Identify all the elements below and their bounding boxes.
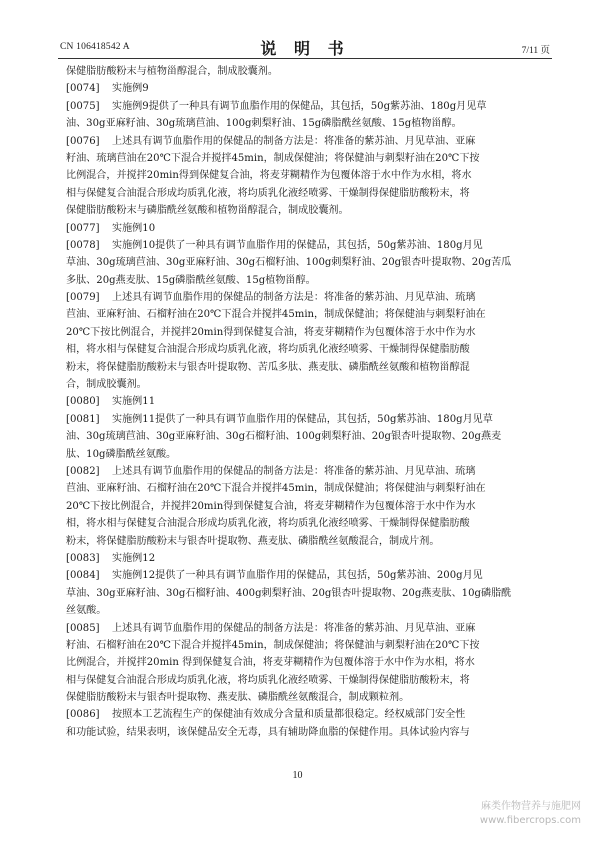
- document-title: 说 明 书: [260, 39, 350, 58]
- line-text: 保健脂肪酸粉末与银杏叶提取物、燕麦肽、磷脂酰丝氨酸混合，制成颗粒剂。: [66, 692, 410, 704]
- line-text: 比例混合，并搅拌20min得到保健复合油，将麦芽糊精作为包覆体溶于水中作为水相，将水: [66, 170, 472, 182]
- text-line: [66, 567, 538, 584]
- paragraph-number: [0084]: [66, 570, 100, 582]
- text-line: [66, 602, 538, 619]
- text-line: [66, 393, 538, 410]
- line-text: 上述具有调节血脂作用的保健品的制备方法是：将准备的紫苏油、月见草油、亚麻: [112, 135, 476, 147]
- text-line: [66, 550, 538, 567]
- line-text: 相，将水相与保健复合油混合形成均质乳化液，将均质乳化液经喷雾、干燥制得保健脂肪酸: [66, 344, 470, 356]
- text-line: [66, 272, 538, 289]
- line-text: 实施例12: [112, 552, 156, 564]
- paragraph-number: [0085]: [66, 622, 100, 634]
- line-text: 上述具有调节血脂作用的保健品的制备方法是：将准备的紫苏油、月见草油、琉璃: [112, 465, 476, 477]
- line-text: 实施例12提供了一种具有调节血脂作用的保健品，其包括，50g紫苏油、200g月见: [112, 570, 483, 582]
- paragraph-number: [0078]: [66, 239, 100, 251]
- text-line: [66, 620, 538, 637]
- line-text: 粉末，将保健脂肪酸粉末与银杏叶提取物、苦瓜多肽、燕麦肽、磷脂酰丝氨酸和植物甾醇混: [66, 361, 470, 373]
- line-text: 实施例10提供了一种具有调节血脂作用的保健品，其包括，50g紫苏油、180g月见: [112, 239, 483, 251]
- text-line: [66, 706, 538, 723]
- line-text: 实施例9: [112, 83, 149, 95]
- line-text: 苣油、亚麻籽油、石榴籽油在20℃下混合并搅拌45min，制成保健油；将保健油与刺梨籽油在: [66, 309, 486, 321]
- text-line: [66, 63, 538, 80]
- text-line: [66, 672, 538, 689]
- text-line: [66, 133, 538, 150]
- watermark: [480, 800, 581, 828]
- text-line: [66, 480, 538, 497]
- watermark-site-name: 麻类作物营养与施肥网: [481, 801, 581, 812]
- page-header: [60, 38, 550, 58]
- paragraph-number: [0076]: [66, 135, 100, 147]
- paragraph-number: [0083]: [66, 552, 100, 564]
- line-text: 油、30g亚麻籽油、30g琉璃苣油、100g刺梨籽油、15g磷脂酰丝氨酸、15g植物甾醇。: [66, 118, 462, 130]
- text-line: [66, 98, 538, 115]
- paragraph-number: [0075]: [66, 100, 100, 112]
- paragraph-number: [0086]: [66, 709, 100, 721]
- page-counter: 7/11 页: [521, 46, 550, 56]
- line-text: 多肽、20g燕麦肽、15g磷脂酰丝氨酸、15g植物甾醇。: [66, 274, 316, 286]
- line-text: 油、30g琉璃苣油、30g亚麻籽油、30g石榴籽油、100g刺梨籽油、20g银杏叶提取物、20g燕麦: [66, 431, 502, 443]
- line-text: 上述具有调节血脂作用的保健品的制备方法是：将准备的紫苏油、月见草油、亚麻: [112, 622, 476, 634]
- text-line: [66, 428, 538, 445]
- line-text: 20℃下按比例混合，并搅拌20min得到保健复合油，将麦芽糊精作为包覆体溶于水中作为水: [66, 500, 476, 512]
- page-number: 10: [292, 770, 303, 781]
- paragraph-number: [0081]: [66, 413, 100, 425]
- text-line: [66, 220, 538, 237]
- header-rule: [58, 58, 552, 59]
- text-line: [66, 637, 538, 654]
- text-line: [66, 689, 538, 706]
- patent-number: CN 106418542 A: [60, 42, 130, 52]
- text-line: [66, 585, 538, 602]
- text-line: [66, 515, 538, 532]
- line-text: 相，将水相与保健复合油混合形成均质乳化液，将均质乳化液经喷雾、干燥制得保健脂肪酸: [66, 518, 470, 530]
- text-line: [66, 237, 538, 254]
- paragraph-number: [0077]: [66, 222, 100, 234]
- paragraph-number: [0080]: [66, 396, 100, 408]
- text-line: [66, 185, 538, 202]
- line-text: 粉末，将保健脂肪酸粉末与银杏叶提取物、燕麦肽、磷脂酰丝氨酸混合，制成片剂。: [66, 535, 440, 547]
- text-line: [66, 115, 538, 132]
- line-text: 保健脂肪酸粉末与磷脂酰丝氨酸和植物甾醇混合，制成胶囊剂。: [66, 205, 349, 217]
- line-text: 籽油、琉璃苣油在20℃下混合并搅拌45min，制成保健油；将保健油与刺梨籽油在20℃下按: [66, 152, 480, 164]
- line-text: 相与保健复合油混合形成均质乳化液，将均质乳化液经喷雾、干燥制得保健脂肪酸粉末，将: [66, 674, 470, 686]
- line-text: 20℃下按比例混合，并搅拌20min得到保健复合油，将麦芽糊精作为包覆体溶于水中作为水: [66, 326, 476, 338]
- text-line: [66, 289, 538, 306]
- line-text: 苣油、亚麻籽油、石榴籽油在20℃下混合并搅拌45min，制成保健油；将保健油与刺梨籽油在: [66, 483, 486, 495]
- line-text: 保健脂肪酸粉末与植物甾醇混合，制成胶囊剂。: [66, 66, 278, 77]
- text-line: [66, 80, 538, 97]
- text-line: [66, 306, 538, 323]
- document-body: [66, 63, 538, 741]
- line-text: 和功能试验，结果表明，该保健品安全无毒，具有辅助降血脂的保健作用。具体试验内容与: [66, 726, 470, 738]
- line-text: 肽、10g磷脂酰丝氨酸。: [66, 448, 177, 460]
- text-line: [66, 341, 538, 358]
- text-line: [66, 411, 538, 428]
- text-line: [66, 254, 538, 271]
- line-text: 比例混合，并搅拌20min 得到保健复合油，将麦芽糊精作为包覆体溶于水中作为水相，将水: [66, 657, 475, 669]
- text-line: [66, 202, 538, 219]
- line-text: 上述具有调节血脂作用的保健品的制备方法是：将准备的紫苏油、月见草油、琉璃: [112, 292, 476, 304]
- text-line: [66, 533, 538, 550]
- text-line: [66, 324, 538, 341]
- line-text: 丝氨酸。: [66, 605, 107, 617]
- text-line: [66, 498, 538, 515]
- text-line: [66, 150, 538, 167]
- line-text: 合，制成胶囊剂。: [66, 379, 147, 391]
- text-line: [66, 724, 538, 741]
- text-line: [66, 446, 538, 463]
- line-text: 草油、30g亚麻籽油、30g石榴籽油、400g刺梨籽油、20g银杏叶提取物、20g燕麦肽、10g磷脂酰: [66, 587, 512, 599]
- line-text: 实施例11提供了一种具有调节血脂作用的保健品，其包括，50g紫苏油、180g月见草: [112, 413, 493, 425]
- watermark-url: www.fibercrops.com: [479, 815, 581, 826]
- paragraph-number: [0082]: [66, 465, 100, 477]
- text-line: [66, 167, 538, 184]
- line-text: 实施例11: [112, 396, 156, 408]
- line-text: 实施例10: [112, 222, 156, 234]
- text-line: [66, 359, 538, 376]
- text-line: [66, 654, 538, 671]
- line-text: 草油、30g琉璃苣油、30g亚麻籽油、30g石榴籽油、100g刺梨籽油、20g银杏叶提取物、20g苦瓜: [66, 257, 512, 269]
- text-line: [66, 376, 538, 393]
- paragraph-number: [0074]: [66, 83, 100, 95]
- line-text: 实施例9提供了一种具有调节血脂作用的保健品，其包括，50g紫苏油、180g月见草: [112, 100, 487, 112]
- text-line: [66, 463, 538, 480]
- paragraph-number: [0079]: [66, 292, 100, 304]
- line-text: 籽油、石榴籽油在20℃下混合并搅拌45min，制成保健油；将保健油与刺梨籽油在20℃下按: [66, 639, 480, 651]
- line-text: 按照本工艺流程生产的保健油有效成分含量和质量都很稳定。经权威部门安全性: [112, 709, 466, 721]
- line-text: 相与保健复合油混合形成均质乳化液，将均质乳化液经喷雾、干燥制得保健脂肪酸粉末，将: [66, 187, 470, 199]
